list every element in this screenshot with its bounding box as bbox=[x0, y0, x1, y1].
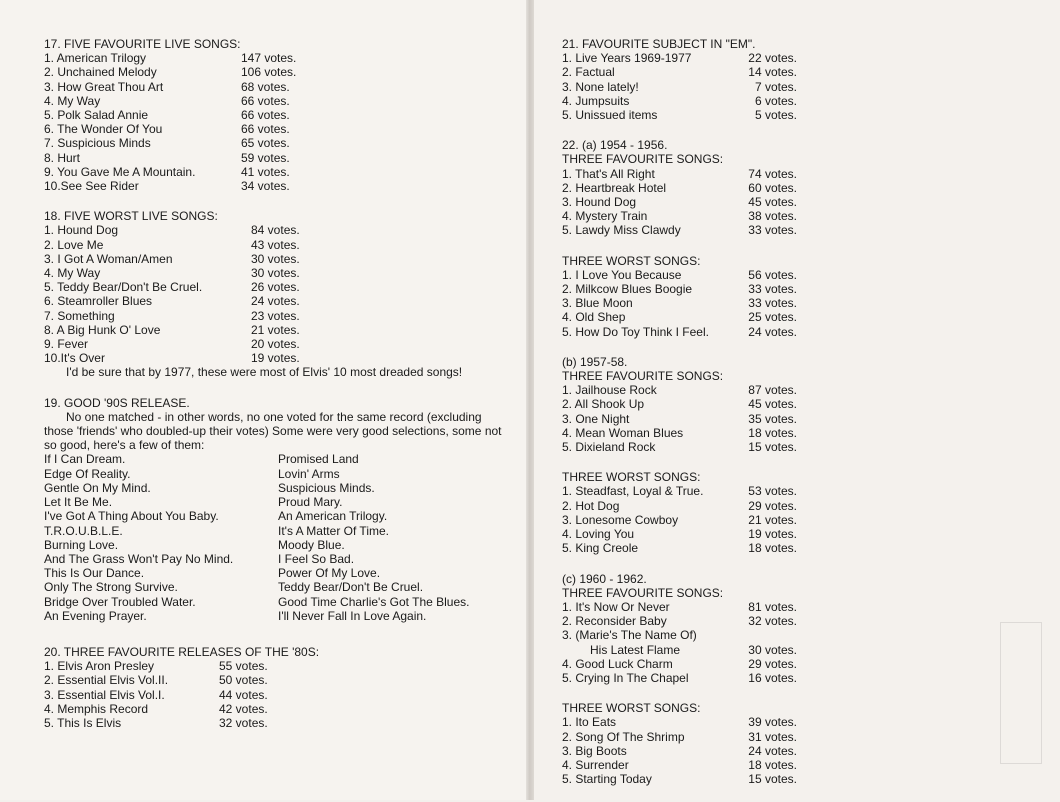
list-item bbox=[562, 426, 797, 440]
list-item bbox=[44, 94, 319, 108]
item-votes: 22 votes. bbox=[748, 51, 797, 66]
section-18-list bbox=[44, 223, 514, 365]
item-votes: 38 votes. bbox=[748, 209, 797, 224]
item-votes: 106 votes. bbox=[241, 65, 297, 80]
list-item bbox=[562, 325, 797, 339]
item-label: 4. Old Shep bbox=[562, 310, 626, 325]
list-item bbox=[562, 282, 797, 296]
item-label: 1. Elvis Aron Presley bbox=[44, 659, 155, 674]
item-votes: 65 votes. bbox=[241, 136, 290, 151]
section-20-list bbox=[44, 659, 514, 730]
item-votes: 56 votes. bbox=[748, 267, 797, 282]
section-22c-fav-heading: THREE FAVOURITE SONGS: bbox=[562, 585, 724, 600]
song-title: If I Can Dream. bbox=[44, 452, 126, 467]
item-label: 3. One Night bbox=[562, 411, 630, 426]
item-label: 1. Jailhouse Rock bbox=[562, 383, 657, 398]
list-item: 3. (Marie's The Name Of) bbox=[562, 628, 697, 643]
item-votes: 84 votes. bbox=[251, 223, 300, 238]
item-votes: 24 votes. bbox=[748, 743, 797, 758]
item-votes: 55 votes. bbox=[219, 659, 268, 674]
section-22c-worst bbox=[562, 701, 797, 786]
list-item bbox=[562, 715, 797, 729]
list-item bbox=[562, 758, 797, 772]
section-18 bbox=[44, 209, 514, 379]
item-label: 3. Essential Elvis Vol.I. bbox=[44, 687, 165, 702]
list-item bbox=[44, 80, 319, 94]
item-label: 10.It's Over bbox=[44, 351, 105, 366]
item-label: 2. Hot Dog bbox=[562, 498, 620, 513]
list-item bbox=[562, 181, 797, 195]
item-label: 2. Factual bbox=[562, 65, 615, 80]
section-22c-favourites bbox=[562, 572, 797, 686]
item-label: 5. Starting Today bbox=[562, 772, 652, 787]
section-22b-fav-heading: THREE FAVOURITE SONGS: bbox=[562, 369, 724, 384]
item-label: 5. Unissued items bbox=[562, 108, 658, 123]
item-votes: 19 votes. bbox=[251, 351, 300, 366]
item-label: 3. Big Boots bbox=[562, 743, 627, 758]
item-votes: 33 votes. bbox=[748, 282, 797, 297]
section-22a-fav-heading: THREE FAVOURITE SONGS: bbox=[562, 152, 724, 167]
item-label: 4. My Way bbox=[44, 266, 101, 281]
item-label: 2. Essential Elvis Vol.II. bbox=[44, 673, 169, 688]
list-item bbox=[562, 65, 797, 79]
list-item bbox=[44, 223, 319, 237]
item-votes: 147 votes. bbox=[241, 51, 297, 66]
item-label: 6. Steamroller Blues bbox=[44, 294, 153, 309]
song-title: Burning Love. bbox=[44, 537, 119, 552]
item-label: 5. Teddy Bear/Don't Be Cruel. bbox=[44, 280, 203, 295]
item-votes: 66 votes. bbox=[241, 122, 290, 137]
item-votes: 45 votes. bbox=[748, 195, 797, 210]
item-votes: 43 votes. bbox=[251, 237, 300, 252]
item-votes: 18 votes. bbox=[748, 425, 797, 440]
section-21 bbox=[562, 37, 797, 122]
item-votes: 30 votes. bbox=[251, 251, 300, 266]
section-21-list bbox=[562, 51, 797, 122]
item-votes: 5 votes. bbox=[754, 108, 797, 123]
item-label: 1. I Love You Because bbox=[562, 267, 682, 282]
section-22a-worst-heading: THREE WORST SONGS: bbox=[562, 253, 701, 268]
item-votes: 26 votes. bbox=[251, 280, 300, 295]
section-22c-heading: (c) 1960 - 1962. bbox=[562, 571, 647, 586]
song-title: I Feel So Bad. bbox=[278, 551, 355, 566]
list-item bbox=[44, 238, 319, 252]
list-item bbox=[562, 412, 797, 426]
section-22a-worst-list bbox=[562, 268, 797, 339]
item-votes: 32 votes. bbox=[219, 715, 268, 730]
list-item bbox=[44, 323, 319, 337]
item-votes: 6 votes. bbox=[754, 93, 797, 108]
item-votes: 35 votes. bbox=[748, 411, 797, 426]
song-title: Suspicious Minds. bbox=[278, 480, 375, 495]
item-votes: 20 votes. bbox=[251, 337, 300, 352]
song-title: Promised Land bbox=[278, 452, 359, 467]
song-title: An American Trilogy. bbox=[278, 509, 388, 524]
list-item bbox=[44, 51, 319, 65]
item-votes: 25 votes. bbox=[748, 310, 797, 325]
list-item bbox=[44, 702, 319, 716]
list-item bbox=[44, 266, 319, 280]
item-votes: 59 votes. bbox=[241, 150, 290, 165]
song-title: Moody Blue. bbox=[278, 537, 345, 552]
section-19-column-2 bbox=[278, 452, 514, 622]
list-item bbox=[44, 351, 319, 365]
item-label: 4. Mean Woman Blues bbox=[562, 425, 684, 440]
item-votes: 15 votes. bbox=[748, 772, 797, 787]
song-title: And The Grass Won't Pay No Mind. bbox=[44, 551, 234, 566]
list-item: His Latest Flame 30 votes. bbox=[590, 642, 797, 657]
list-item bbox=[562, 51, 797, 65]
section-22b-fav-list bbox=[562, 383, 797, 454]
right-column bbox=[562, 37, 797, 802]
section-22c-worst-heading: THREE WORST SONGS: bbox=[562, 701, 701, 716]
list-item bbox=[44, 165, 319, 179]
item-label: 2. Milkcow Blues Boogie bbox=[562, 282, 693, 297]
section-22a-heading: 22. (a) 1954 - 1956. bbox=[562, 138, 668, 153]
song-title: Only The Strong Survive. bbox=[44, 580, 178, 595]
section-22b-favourites bbox=[562, 355, 797, 454]
list-item bbox=[44, 688, 319, 702]
song-title: I've Got A Thing About You Baby. bbox=[44, 509, 219, 524]
section-17-heading: 17. FIVE FAVOURITE LIVE SONGS: bbox=[44, 37, 241, 51]
list-item bbox=[562, 80, 797, 94]
item-votes: 60 votes. bbox=[748, 180, 797, 195]
item-votes: 21 votes. bbox=[748, 512, 797, 527]
item-votes: 31 votes. bbox=[748, 729, 797, 744]
song-title: Good Time Charlie's Got The Blues. bbox=[278, 594, 470, 609]
item-votes: 34 votes. bbox=[241, 179, 290, 194]
item-label: 5. How Do Toy Think I Feel. bbox=[562, 324, 709, 339]
item-votes: 39 votes. bbox=[748, 715, 797, 730]
item-votes: 68 votes. bbox=[241, 79, 290, 94]
item-label: 1. That's All Right bbox=[562, 166, 655, 181]
item-votes: 24 votes. bbox=[748, 324, 797, 339]
song-title: Let It Be Me. bbox=[44, 495, 113, 510]
item-label: 1. Steadfast, Loyal & True. bbox=[562, 484, 704, 499]
item-label: 1. Hound Dog bbox=[44, 223, 119, 238]
song-title: T.R.O.U.B.L.E. bbox=[44, 523, 123, 538]
item-votes: 33 votes. bbox=[748, 223, 797, 238]
item-votes: 44 votes. bbox=[219, 687, 268, 702]
item-label: 5. Dixieland Rock bbox=[562, 440, 656, 455]
item-label: 4. My Way bbox=[44, 93, 101, 108]
list-item bbox=[562, 383, 797, 397]
item-label: 3. Hound Dog bbox=[562, 195, 637, 210]
section-20 bbox=[44, 645, 514, 730]
list-item bbox=[44, 122, 319, 136]
list-item bbox=[44, 136, 319, 150]
item-label: 3. I Got A Woman/Amen bbox=[44, 251, 173, 266]
list-item: 5. Crying In The Chapel 16 votes. bbox=[562, 670, 797, 685]
song-title: Gentle On My Mind. bbox=[44, 480, 151, 495]
list-item bbox=[562, 772, 797, 786]
section-19-song-grid bbox=[44, 452, 514, 622]
section-17-list bbox=[44, 51, 514, 193]
list-item bbox=[44, 252, 319, 266]
list-item bbox=[562, 167, 797, 181]
song-title: An Evening Prayer. bbox=[44, 608, 147, 623]
item-votes: 18 votes. bbox=[748, 757, 797, 772]
item-label: 5. King Creole bbox=[562, 541, 639, 556]
show-through-box bbox=[1000, 622, 1042, 764]
item-votes: 29 votes. bbox=[748, 498, 797, 513]
item-label: 2. Heartbreak Hotel bbox=[562, 180, 667, 195]
list-item bbox=[44, 151, 319, 165]
item-label: 3. Lonesome Cowboy bbox=[562, 512, 679, 527]
section-20-heading: 20. THREE FAVOURITE RELEASES OF THE '80S: bbox=[44, 644, 320, 659]
item-votes: 24 votes. bbox=[251, 294, 300, 309]
item-label: 7. Something bbox=[44, 308, 115, 323]
item-label: 2. Love Me bbox=[44, 237, 104, 252]
item-label: 10.See See Rider bbox=[44, 179, 139, 194]
song-title: It's A Matter Of Time. bbox=[278, 523, 389, 538]
list-item bbox=[44, 309, 319, 323]
song-title: Edge Of Reality. bbox=[44, 466, 131, 481]
list-item bbox=[44, 65, 319, 79]
section-21-heading: 21. FAVOURITE SUBJECT IN "EM". bbox=[562, 37, 756, 51]
item-label: 2. Unchained Melody bbox=[44, 65, 157, 80]
item-votes: 7 votes. bbox=[754, 79, 797, 94]
item-votes: 41 votes. bbox=[241, 164, 290, 179]
section-22a-favourites bbox=[562, 138, 797, 237]
item-label: 4. Memphis Record bbox=[44, 701, 149, 716]
section-19 bbox=[44, 396, 514, 623]
item-votes: 14 votes. bbox=[748, 65, 797, 80]
section-19-paragraph: No one matched - in other words, no one voted for the same record (excluding those 'friends' who doubled-up their votes) Some were very good selections, some not so good, here's a few of them: bbox=[44, 409, 502, 453]
song-title: This Is Our Dance. bbox=[44, 566, 145, 581]
item-votes: 21 votes. bbox=[251, 322, 300, 337]
item-label: 9. Fever bbox=[44, 337, 89, 352]
list-item bbox=[44, 179, 319, 193]
song-title: Proud Mary. bbox=[278, 495, 343, 510]
section-22c-worst-list bbox=[562, 715, 797, 786]
item-label: 5. This Is Elvis bbox=[44, 715, 122, 730]
item-votes: 18 votes. bbox=[748, 541, 797, 556]
section-22b-worst-heading: THREE WORST SONGS: bbox=[562, 470, 701, 485]
item-label: 8. Hurt bbox=[44, 150, 81, 165]
item-label: 6. The Wonder Of You bbox=[44, 122, 163, 137]
item-votes: 87 votes. bbox=[748, 383, 797, 398]
list-item bbox=[562, 527, 797, 541]
list-item bbox=[562, 296, 797, 310]
song-title: Power Of My Love. bbox=[278, 566, 381, 581]
list-item bbox=[562, 195, 797, 209]
item-label: 2. All Shook Up bbox=[562, 397, 645, 412]
item-votes: 74 votes. bbox=[748, 166, 797, 181]
section-22a-worst bbox=[562, 254, 797, 339]
list-item bbox=[562, 440, 797, 454]
section-18-heading: 18. FIVE WORST LIVE SONGS: bbox=[44, 209, 218, 224]
item-label: 9. You Gave Me A Mountain. bbox=[44, 164, 196, 179]
section-22b-heading: (b) 1957-58. bbox=[562, 354, 628, 369]
item-label: 2. Song Of The Shrimp bbox=[562, 729, 685, 744]
list-item bbox=[44, 337, 319, 351]
section-17 bbox=[44, 37, 514, 193]
section-22a-fav-list bbox=[562, 167, 797, 238]
list-item bbox=[44, 716, 319, 730]
item-label: 4. Mystery Train bbox=[562, 209, 648, 224]
list-item bbox=[562, 499, 797, 513]
item-label: 4. Jumpsuits bbox=[562, 93, 630, 108]
item-votes: 30 votes. bbox=[251, 266, 300, 281]
item-label: 4. Loving You bbox=[562, 527, 635, 542]
item-label: 5. Polk Salad Annie bbox=[44, 108, 149, 123]
item-votes: 66 votes. bbox=[241, 93, 290, 108]
section-22b-worst bbox=[562, 470, 797, 555]
list-item bbox=[562, 108, 797, 122]
item-votes: 23 votes. bbox=[251, 308, 300, 323]
item-votes: 33 votes. bbox=[748, 296, 797, 311]
section-18-note: I'd be sure that by 1977, these were most of Elvis' 10 most dreaded songs! bbox=[66, 365, 463, 380]
list-item bbox=[562, 730, 797, 744]
list-item bbox=[562, 94, 797, 108]
list-item bbox=[562, 310, 797, 324]
item-votes: 42 votes. bbox=[219, 701, 268, 716]
item-label: 3. None lately! bbox=[562, 79, 639, 94]
song-title: Bridge Over Troubled Water. bbox=[44, 594, 196, 609]
item-label: 3. How Great Thou Art bbox=[44, 79, 164, 94]
list-item bbox=[44, 659, 319, 673]
item-label: 4. Surrender bbox=[562, 757, 629, 772]
item-label: 1. American Trilogy bbox=[44, 51, 147, 66]
list-item bbox=[44, 673, 319, 687]
list-item bbox=[44, 280, 319, 294]
section-19-heading: 19. GOOD '90S RELEASE. bbox=[44, 395, 190, 410]
item-label: 7. Suspicious Minds bbox=[44, 136, 151, 151]
section-22b-worst-list bbox=[562, 484, 797, 555]
item-votes: 15 votes. bbox=[748, 440, 797, 455]
item-votes: 53 votes. bbox=[748, 484, 797, 499]
list-item bbox=[44, 294, 319, 308]
item-label: 1. Ito Eats bbox=[562, 715, 617, 730]
item-label: 1. Live Years 1969-1977 bbox=[562, 51, 692, 66]
list-item bbox=[562, 744, 797, 758]
left-column bbox=[44, 37, 514, 746]
item-votes: 50 votes. bbox=[219, 673, 268, 688]
song-title: Teddy Bear/Don't Be Cruel. bbox=[278, 580, 424, 595]
item-label: 8. A Big Hunk O' Love bbox=[44, 322, 161, 337]
list-item: 4. Good Luck Charm 29 votes. bbox=[562, 656, 797, 671]
list-item bbox=[562, 209, 797, 223]
list-item: 1. It's Now Or Never 81 votes. bbox=[562, 599, 797, 614]
item-label: 5. Lawdy Miss Clawdy bbox=[562, 223, 681, 238]
page-gutter bbox=[526, 0, 534, 800]
item-votes: 45 votes. bbox=[748, 397, 797, 412]
list-item bbox=[562, 397, 797, 411]
section-19-column-1 bbox=[44, 452, 278, 622]
list-item bbox=[44, 108, 319, 122]
item-votes: 66 votes. bbox=[241, 108, 290, 123]
list-item bbox=[562, 541, 797, 555]
list-item bbox=[562, 513, 797, 527]
list-item bbox=[562, 268, 797, 282]
song-title: I'll Never Fall In Love Again. bbox=[278, 608, 427, 623]
list-item bbox=[562, 484, 797, 498]
item-votes: 19 votes. bbox=[748, 527, 797, 542]
list-item: 2. Reconsider Baby 32 votes. bbox=[562, 614, 797, 629]
song-title: Lovin' Arms bbox=[278, 466, 340, 481]
item-label: 3. Blue Moon bbox=[562, 296, 633, 311]
list-item bbox=[562, 223, 797, 237]
